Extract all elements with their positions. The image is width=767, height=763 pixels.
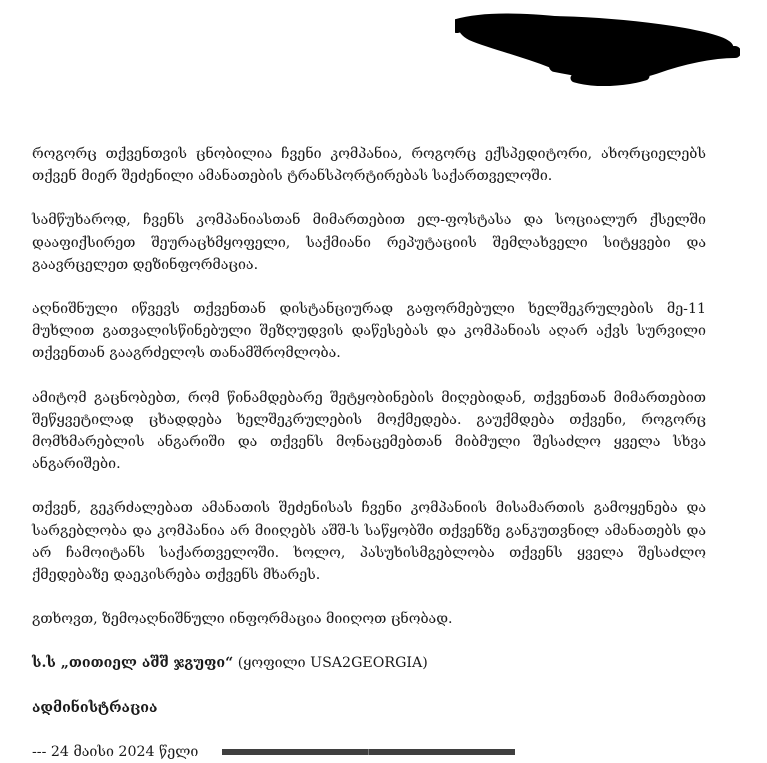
bottom-toolbar[interactable]	[222, 749, 515, 755]
letter-date: --- 24 მაისი 2024 წელი	[32, 743, 199, 760]
paragraph-6: გთხოვთ, ზემოაღნიშნული ინფორმაცია მიიღოთ ცნობად.	[32, 611, 453, 628]
redaction-mark	[455, 8, 740, 86]
paragraph-5: თქვენ, გეკრძალებათ ამანათის შეძენისას ჩვენი კომპანიის მისამართის გამოყენება და სარგებლობა და კომპანია არ მიიღებს აშშ-ს საწყობში თქვენზე განკუთვნილ ამანათებს და არ ჩამოიტანს საქართველოში. ხოლო, პასუხისმგებლობა თქვენს ყველა შესაძლო ქმედებაზე დაეკისრება თქვენს მხარეს.	[32, 500, 706, 584]
paragraph-3: აღნიშნული იწვევს თქვენთან დისტანციურად გაფორმებული ხელშეკრულების მე-11 მუხლით გათვალისწინებული შეზღუდვის დაწესებას და კომპანიას აღარ აქვს სურვილი თქვენთან გააგრძელოს თანამშრომლობა.	[32, 301, 706, 362]
paragraph-4: ამიტომ გაცნობებთ, რომ წინამდებარე შეტყობინების მიღებიდან, თქვენთან მიმართებით შეწყვეტილად ცხადდება ხელშეკრულების მოქმედება. გაუქმდება თქვენი, როგორც მომხმარებლის ანგარიში და თქვენს მონაცემებთან მიბმული შესაძლო ყველა სხვა ანგარიშები.	[32, 389, 706, 473]
signature-line	[32, 652, 706, 674]
paragraph-1: როგორც თქვენთვის ცნობილია ჩვენი კომპანია, როგორც ექსპედიტორი, ახორციელებს თქვენ მიერ შეძენილი ამანათების ტრანსპორტირებას საქართველოში.	[32, 146, 706, 185]
toolbar-segment-right[interactable]	[368, 749, 515, 755]
department-name: ადმინისტრაცია	[32, 699, 158, 716]
former-name: (ყოფილი USA2GEORGIA)	[233, 655, 428, 672]
letter-body	[32, 143, 706, 763]
paragraph-2: სამწუხაროდ, ჩვენს კომპანიასთან მიმართებით ელ-ფოსტასა და სოციალურ ქსელში დააფიქსირეთ შეურაცხმყოფელი, საქმიანი რეპუტაციის შემლახველი სიტყვები და გაავრცელეთ დეზინფორმაცია.	[32, 212, 706, 273]
company-name: ს.ს „თითიელ აშშ ჯგუფი“	[32, 655, 234, 672]
toolbar-segment-left[interactable]	[222, 749, 368, 755]
